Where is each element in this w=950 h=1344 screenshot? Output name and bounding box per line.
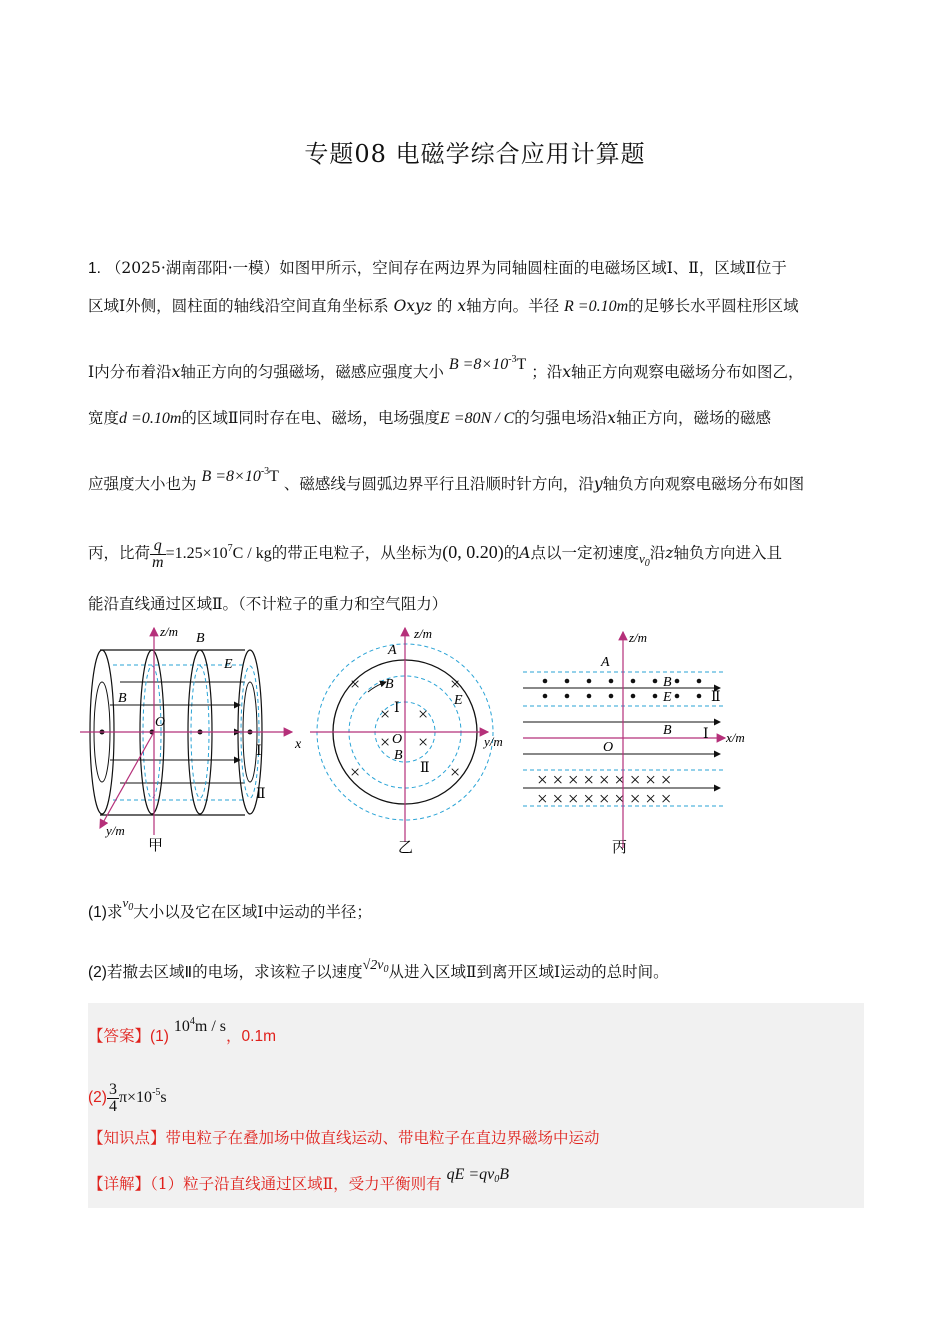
v-exp: 4 xyxy=(189,1016,195,1027)
axis-x: x xyxy=(607,409,617,427)
velocity-value xyxy=(174,1018,226,1035)
B-eq xyxy=(449,356,527,373)
text: 轴正方向，磁场的磁感 xyxy=(616,409,772,427)
text: 沿 xyxy=(649,544,666,562)
sqrt2-v0 xyxy=(363,958,389,973)
A-label: A xyxy=(388,643,397,658)
answer-part-2: (2) xyxy=(88,1089,107,1106)
eq-end: B xyxy=(499,1166,510,1183)
qm-value: =1.25×10 xyxy=(165,545,228,562)
cross: × xyxy=(350,762,361,782)
z-label: z/m xyxy=(160,624,179,639)
cross: × xyxy=(380,732,391,752)
problem-line-7: 能沿直线通过区域Ⅱ。（不计粒子的重力和空气阻力） xyxy=(88,595,448,613)
problem-number: 1. xyxy=(88,260,101,277)
cross: × xyxy=(418,732,429,752)
z-label: z/m xyxy=(414,626,433,641)
text: 的匀强电场沿 xyxy=(514,409,608,427)
point-A: A xyxy=(519,544,531,562)
v-sub: 0 xyxy=(383,964,389,975)
text: 丙，比荷 xyxy=(88,544,151,562)
caption-jia: 甲 xyxy=(148,838,164,854)
coord-system: Oxyz xyxy=(393,297,432,315)
frac-num: 3 xyxy=(108,1080,117,1098)
frac-den: m xyxy=(152,553,164,571)
kp-label: 【知识点】 xyxy=(88,1129,166,1147)
question-1 xyxy=(88,895,372,928)
eq-text: qE =qv xyxy=(446,1166,495,1183)
text: 的足够长水平圆柱形区域 xyxy=(628,297,799,315)
balance-equation xyxy=(447,1166,509,1183)
problem-line-2 xyxy=(88,296,799,317)
time-unit: s xyxy=(160,1089,167,1106)
v: v xyxy=(122,895,129,910)
problem-line-1 xyxy=(88,258,787,279)
B-label: B xyxy=(663,723,672,738)
B-label: B xyxy=(663,675,672,690)
cross-marks xyxy=(537,770,671,810)
text: 轴正方向的匀强磁场，磁感应强度大小 xyxy=(180,363,444,381)
frac-num: q xyxy=(150,538,166,555)
knowledge-point xyxy=(88,1128,600,1148)
region-1-label: Ⅰ xyxy=(256,744,262,759)
problem-line-3 xyxy=(88,354,804,383)
B-eq-2 xyxy=(201,468,279,485)
figure-jia xyxy=(80,620,310,860)
region-2-label: Ⅱ xyxy=(420,761,430,776)
v-val: 10 xyxy=(173,1018,190,1035)
problem-source: （2025·湖南邵阳·一模） xyxy=(105,259,280,277)
cross: × xyxy=(450,762,461,782)
v: v xyxy=(639,551,645,566)
q2-text: 从进入区域Ⅱ到离开区域Ⅰ运动的总时间。 xyxy=(388,963,669,981)
B-eq-text: B =8×10 xyxy=(201,468,261,485)
dot xyxy=(587,679,592,684)
text: 轴方向。半径 xyxy=(466,297,560,315)
time-value: π×10 xyxy=(118,1089,153,1106)
region-1-label: Ⅰ xyxy=(703,727,709,742)
text: 轴正方向观察电磁场分布如图乙， xyxy=(571,363,804,381)
B-label: B xyxy=(196,631,205,646)
detail-text: （1）粒子沿直线通过区域Ⅱ，受力平衡则有 xyxy=(150,1175,442,1193)
origin-label: O xyxy=(155,715,166,730)
page-title: 专题08 电磁学综合应用计算题 xyxy=(304,140,646,168)
origin-label: O xyxy=(392,732,403,747)
text: 轴负方向观察电磁场分布如图 xyxy=(602,475,805,493)
radius-value: ，0.1m xyxy=(226,1028,276,1045)
B-exp: -3 xyxy=(508,354,517,365)
v0-symbol xyxy=(122,895,134,913)
E-label: E xyxy=(224,657,233,672)
x-label: x/m xyxy=(726,730,745,745)
A-label: A xyxy=(601,655,610,670)
text: 点以一定初速度 xyxy=(530,544,639,562)
text: 的 xyxy=(503,544,520,562)
region-2-label: Ⅱ xyxy=(256,787,266,802)
q1-prefix: (1)求 xyxy=(88,904,123,921)
coordinate: (0, 0.20) xyxy=(442,542,504,562)
cross: × xyxy=(450,674,461,694)
problem-line-4 xyxy=(88,408,771,429)
text: 的区域Ⅱ同时存在电、磁场，电场强度 xyxy=(181,409,440,427)
dot xyxy=(631,694,636,699)
text: 如图甲所示，空间存在两边界为同轴圆柱面的电磁场区域Ⅰ、Ⅱ，区域Ⅱ位于 xyxy=(279,259,787,277)
cross: × × × × × × × × × xyxy=(537,789,672,810)
B-eq-text: B =8×10 xyxy=(448,356,509,373)
dot xyxy=(587,694,592,699)
eq-sub: 0 xyxy=(494,1174,500,1185)
detail-label: 【详解】 xyxy=(88,1175,151,1193)
B-label: B xyxy=(385,677,394,692)
answer-line-1 xyxy=(88,1016,276,1047)
qm-unit: C / kg xyxy=(232,545,272,562)
time-exp: -5 xyxy=(152,1087,161,1098)
time-fraction xyxy=(107,1082,119,1115)
charge-mass-ratio xyxy=(150,538,166,571)
text: ；沿 xyxy=(531,363,563,381)
dot xyxy=(609,679,614,684)
text: 区域Ⅰ外侧，圆柱面的轴线沿空间直角坐标系 xyxy=(88,297,389,315)
z-label: z/m xyxy=(629,630,648,645)
text: 的带正电粒子，从坐标为 xyxy=(271,544,443,562)
dot xyxy=(675,694,680,699)
origin-label: O xyxy=(603,740,614,755)
kp-text: 带电粒子在叠加场中做直线运动、带电粒子在直边界磁场中运动 xyxy=(165,1129,600,1147)
v-sub: 0 xyxy=(644,558,650,569)
answer-label: 【答案】 xyxy=(88,1027,151,1045)
text: 、磁感线与圆弧边界平行且沿顺时针方向，沿 xyxy=(283,475,594,493)
cross: × xyxy=(350,674,361,694)
dot xyxy=(653,679,658,684)
radius-eq: R =0.10m xyxy=(564,298,629,315)
B-label: B xyxy=(118,691,127,706)
width-eq: d =0.10m xyxy=(119,410,182,427)
y-label: y/m xyxy=(484,734,503,749)
caption-yi: 乙 xyxy=(398,840,414,856)
problem-line-5 xyxy=(88,466,805,495)
answer-line-2 xyxy=(88,1076,167,1115)
B-unit: T xyxy=(516,356,527,373)
figure-yi xyxy=(308,620,513,860)
axis-x: x xyxy=(171,363,181,381)
dot xyxy=(697,679,702,684)
dot xyxy=(631,679,636,684)
dot xyxy=(543,679,548,684)
v0-symbol xyxy=(639,551,650,569)
axis-z: z xyxy=(665,544,674,562)
q2-prefix: (2)若撤去区域Ⅱ的电场，求该粒子以速度 xyxy=(88,964,363,981)
text: 的 xyxy=(436,297,453,315)
E-label: E xyxy=(454,693,463,708)
text: 宽度 xyxy=(88,409,120,427)
x-label: x xyxy=(295,737,302,752)
answer-part-1: (1) xyxy=(150,1028,169,1045)
E-eq: E =80N / C xyxy=(439,410,515,427)
q1-text: 大小以及它在区域Ⅰ中运动的半径； xyxy=(133,903,372,921)
y-label: y/m xyxy=(106,823,125,838)
text: 应强度大小也为 xyxy=(88,475,197,493)
B-exp: -3 xyxy=(260,466,270,477)
dot xyxy=(697,694,702,699)
text: Ⅰ内分布着沿 xyxy=(88,363,172,381)
dot xyxy=(565,679,570,684)
sqrt2-v: √2v xyxy=(362,958,384,973)
E-label: E xyxy=(663,690,672,705)
axis-x: x xyxy=(562,363,572,381)
region-2-label: Ⅱ xyxy=(711,690,721,705)
B-unit: T xyxy=(269,468,279,485)
dot xyxy=(609,694,614,699)
caption-bing: 丙 xyxy=(612,840,628,856)
dot xyxy=(543,694,548,699)
question-2 xyxy=(88,958,669,988)
cross: × xyxy=(380,704,391,724)
qm-exp: 7 xyxy=(227,543,233,554)
figure-bing xyxy=(515,620,770,860)
detail-line xyxy=(88,1166,510,1200)
problem-line-6 xyxy=(88,532,782,576)
B-label: B xyxy=(394,748,403,763)
dot xyxy=(675,679,680,684)
v-sub: 0 xyxy=(128,902,134,913)
region-1-label: Ⅰ xyxy=(394,701,400,716)
dot xyxy=(565,694,570,699)
frac-den: 4 xyxy=(108,1097,117,1115)
axis-y: y xyxy=(593,475,603,493)
dot xyxy=(653,694,658,699)
cross: × xyxy=(418,704,429,724)
text: 轴负方向进入且 xyxy=(673,544,782,562)
cross: × × × × × × × × × xyxy=(537,770,672,791)
v-unit: m / s xyxy=(194,1018,227,1035)
axis-x: x xyxy=(457,297,467,315)
